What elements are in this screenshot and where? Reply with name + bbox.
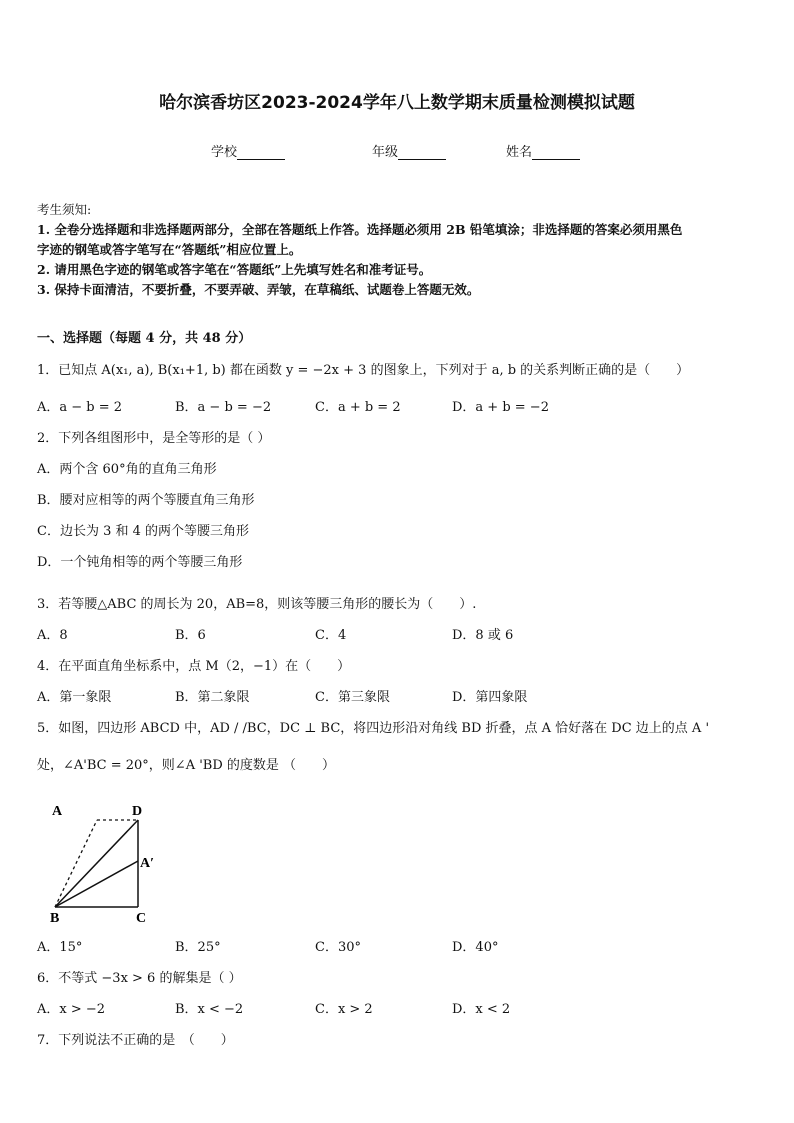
notice-item: 2. 请用黑色字迹的钢笔或答字笔在“答题纸”上先填写姓名和准考证号。 bbox=[37, 262, 432, 277]
notice-item: 字迹的钢笔或答字笔写在“答题纸”相应位置上。 bbox=[37, 242, 302, 257]
option-d[interactable]: D．40° bbox=[452, 940, 499, 955]
question-6: 6．不等式 −3x > 6 的解集是（ ） bbox=[37, 971, 242, 986]
question-3: 3．若等腰△ABC 的周长为 20，AB=8，则该等腰三角形的腰长为（ ）. bbox=[37, 597, 477, 612]
fold-line-ab bbox=[55, 820, 97, 907]
question-5-line-1: 5．如图，四边形 ABCD 中，AD / /BC，DC ⊥ BC，将四边形沿对角线 BD 折叠，点 A 恰好落在 DC 边上的点 A ' bbox=[37, 721, 710, 736]
option-a[interactable]: A．a − b = 2 bbox=[37, 400, 123, 415]
diagonal-bd bbox=[55, 820, 138, 907]
option-d[interactable]: D．8 或 6 bbox=[452, 628, 514, 643]
name-field[interactable] bbox=[506, 141, 580, 160]
grade-field[interactable] bbox=[372, 141, 446, 160]
name-label: 姓名 bbox=[506, 145, 533, 160]
option-d[interactable]: D．x < 2 bbox=[452, 1002, 511, 1017]
option-c[interactable]: C．边长为 3 和 4 的两个等腰三角形 bbox=[37, 524, 250, 539]
option-c[interactable]: C．x > 2 bbox=[315, 1002, 373, 1017]
geometry-figure bbox=[40, 795, 170, 925]
option-b[interactable]: B．25° bbox=[175, 940, 221, 955]
option-b[interactable]: B．a − b = −2 bbox=[175, 400, 272, 415]
school-field[interactable] bbox=[211, 141, 285, 160]
option-c[interactable]: C．第三象限 bbox=[315, 690, 390, 705]
question-2: 2．下列各组图形中，是全等形的是（ ） bbox=[37, 431, 271, 446]
notice-item: 1. 全卷分选择题和非选择题两部分，全部在答题纸上作答。选择题必须用 2B 铅笔填涂；非选择题的答案必须用黑色 bbox=[37, 222, 683, 237]
option-b[interactable]: B．腰对应相等的两个等腰直角三角形 bbox=[37, 493, 255, 508]
option-a[interactable]: A．15° bbox=[37, 940, 83, 955]
option-b[interactable]: B．6 bbox=[175, 628, 206, 643]
exam-notice bbox=[37, 200, 759, 300]
option-a[interactable]: A．第一象限 bbox=[37, 690, 112, 705]
question-7: 7．下列说法不正确的是 （ ） bbox=[37, 1033, 234, 1048]
question-4: 4．在平面直角坐标系中，点 M（2，−1）在（ ） bbox=[37, 659, 351, 674]
option-c[interactable]: C．4 bbox=[315, 628, 347, 643]
option-b[interactable]: B．x < −2 bbox=[175, 1002, 244, 1017]
section-heading: 一、选择题（每题 4 分，共 48 分） bbox=[37, 331, 252, 346]
point-label-b: B bbox=[50, 911, 60, 925]
option-a[interactable]: A．8 bbox=[37, 628, 68, 643]
segment-ba2 bbox=[55, 861, 138, 907]
question-1: 1．已知点 A(x₁, a), B(x₁+1, b) 都在函数 y = −2x + 3 的图象上，下列对于 a, b 的关系判断正确的是（ ） bbox=[37, 363, 690, 378]
question-5-line-2: 处，∠A'BC = 20°，则∠A 'BD 的度数是 （ ） bbox=[37, 758, 336, 773]
option-b[interactable]: B．第二象限 bbox=[175, 690, 250, 705]
point-label-c: C bbox=[136, 911, 147, 925]
option-a[interactable]: A．x > −2 bbox=[37, 1002, 106, 1017]
option-d[interactable]: D．一个钝角相等的两个等腰三角形 bbox=[37, 555, 243, 570]
option-c[interactable]: C．30° bbox=[315, 940, 361, 955]
point-label-d: D bbox=[132, 804, 143, 819]
option-a[interactable]: A．两个含 60°角的直角三角形 bbox=[37, 462, 217, 477]
grade-label: 年级 bbox=[372, 145, 399, 160]
page-title: 哈尔滨香坊区2023-2024学年八上数学期末质量检测模拟试题 bbox=[159, 93, 635, 113]
point-label-a-prime: A′ bbox=[140, 856, 155, 871]
notice-item: 3. 保持卡面清洁，不要折叠，不要弄破、弄皱，在草稿纸、试题卷上答题无效。 bbox=[37, 282, 480, 297]
point-label-a: A bbox=[52, 804, 63, 819]
option-d[interactable]: D．第四象限 bbox=[452, 690, 528, 705]
option-d[interactable]: D．a + b = −2 bbox=[452, 400, 549, 415]
notice-heading: 考生须知: bbox=[37, 202, 92, 217]
option-c[interactable]: C．a + b = 2 bbox=[315, 400, 401, 415]
school-label: 学校 bbox=[211, 145, 238, 160]
